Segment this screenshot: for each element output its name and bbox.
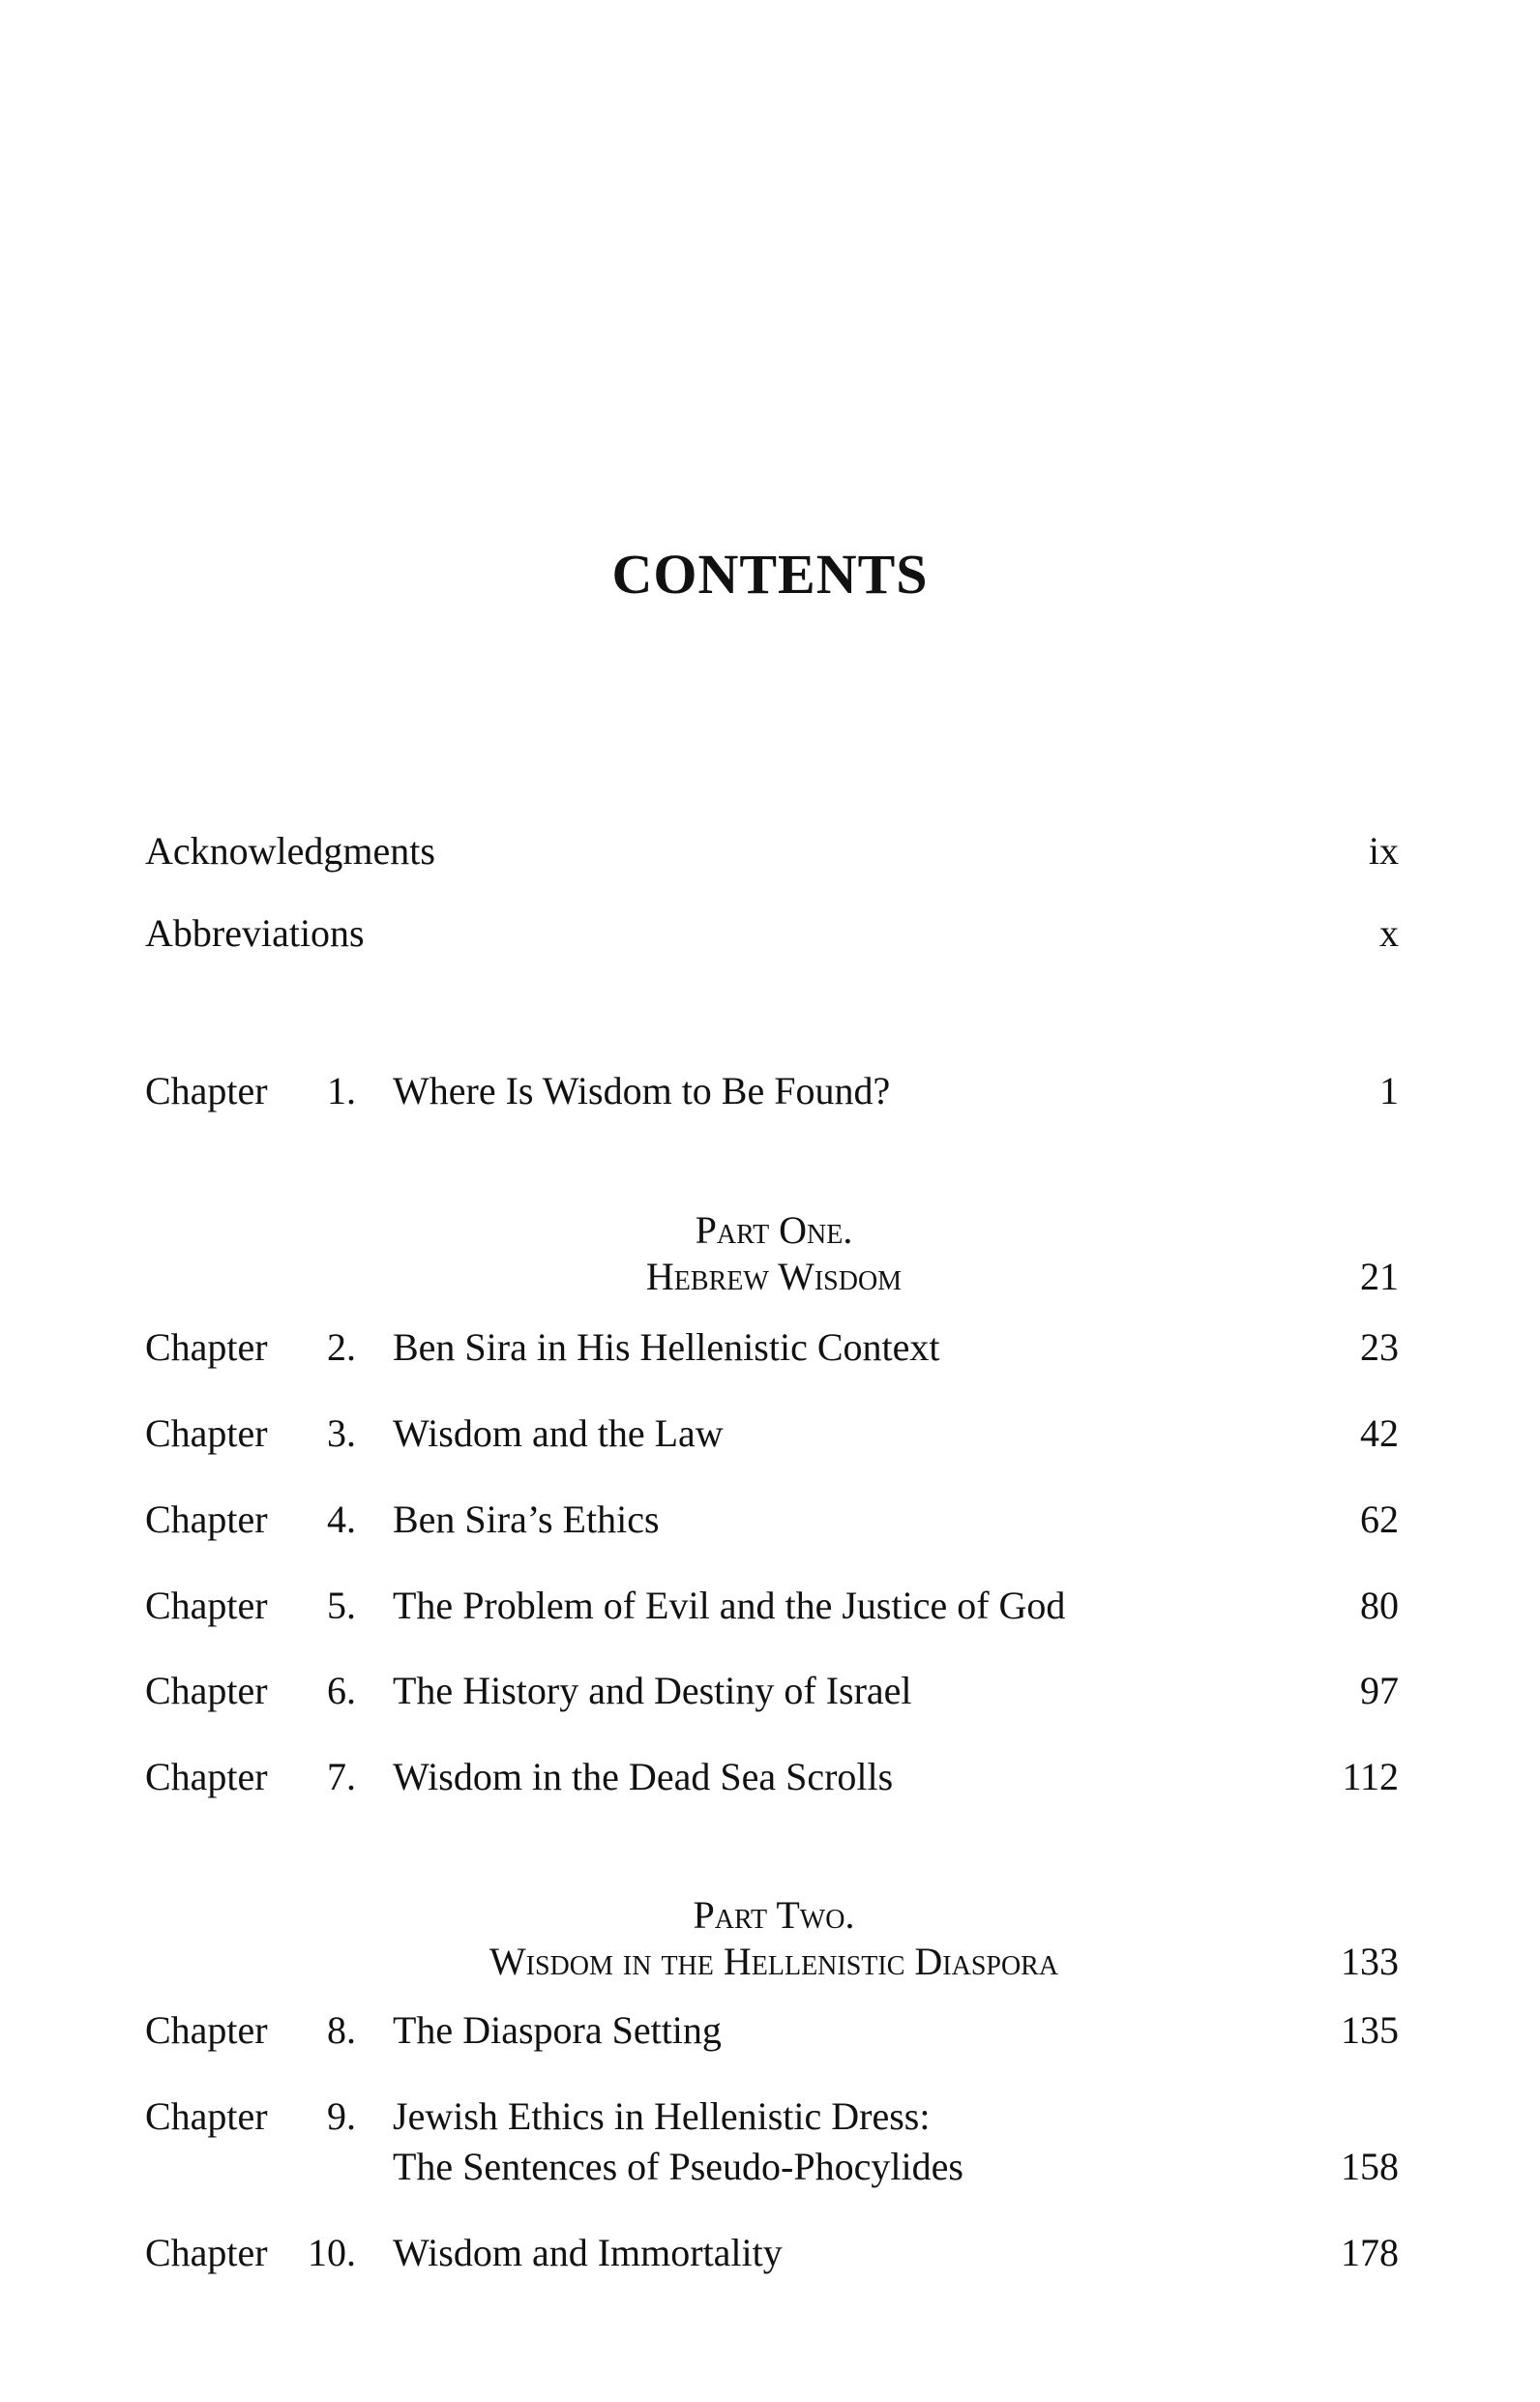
chapter-number: 7. <box>327 1755 356 1798</box>
chapter-word: Chapter <box>145 2008 268 2052</box>
chapter-page: 23 <box>1360 1325 1399 1369</box>
chapter-page: 1 <box>1379 1069 1399 1112</box>
chapter-number: 9. <box>327 2094 356 2138</box>
chapter-page: 62 <box>1360 1498 1399 1541</box>
chapter-page: 135 <box>1341 2008 1399 2052</box>
toc-chapter-6[interactable] <box>0 1662 1540 1720</box>
part-two-page: 133 <box>1341 1940 1399 1983</box>
toc-chapter-5[interactable] <box>0 1577 1540 1635</box>
chapter-word: Chapter <box>145 2231 268 2274</box>
toc-entry-label: Abbreviations <box>145 911 365 955</box>
part-one-page: 21 <box>1360 1255 1399 1298</box>
chapter-number: 4. <box>327 1498 356 1541</box>
chapter-word: Chapter <box>145 1498 268 1541</box>
chapter-title: The Problem of Evil and the Justice of God <box>393 1584 1066 1627</box>
chapter-title: Jewish Ethics in Hellenistic Dress: <box>393 2094 931 2138</box>
chapter-page: 97 <box>1360 1669 1399 1712</box>
chapter-word: Chapter <box>145 1325 268 1369</box>
toc-entry-page: ix <box>1368 829 1399 873</box>
toc-chapter-8[interactable] <box>0 2002 1540 2060</box>
chapter-number: 5. <box>327 1584 356 1627</box>
chapter-title: Ben Sira’s Ethics <box>393 1498 660 1541</box>
chapter-number: 10. <box>308 2231 356 2274</box>
chapter-title: Where Is Wisdom to Be Found? <box>393 1069 891 1112</box>
part-two-name: Wisdom in the Hellenistic Diaspora <box>489 1940 1059 1983</box>
chapter-number: 1. <box>327 1069 356 1112</box>
chapter-page: 178 <box>1341 2231 1399 2274</box>
toc-chapter-4[interactable] <box>0 1491 1540 1549</box>
toc-chapter-2[interactable] <box>0 1319 1540 1377</box>
toc-chapter-10[interactable] <box>0 2224 1540 2282</box>
chapter-title: Wisdom and Immortality <box>393 2231 783 2274</box>
chapter-page: 42 <box>1360 1411 1399 1455</box>
chapter-word: Chapter <box>145 1069 268 1112</box>
chapter-page: 112 <box>1342 1755 1399 1798</box>
toc-entry-page: x <box>1379 911 1399 955</box>
part-two-label: Part Two. <box>693 1893 855 1937</box>
toc-chapter-3[interactable] <box>0 1405 1540 1463</box>
chapter-title-line2: The Sentences of Pseudo-Phocylides <box>393 2145 963 2188</box>
chapter-number: 3. <box>327 1411 356 1455</box>
chapter-page: 80 <box>1360 1584 1399 1627</box>
part-one-name: Hebrew Wisdom <box>645 1255 903 1298</box>
chapter-word: Chapter <box>145 1411 268 1455</box>
toc-chapter-9[interactable] <box>0 2088 1540 2194</box>
chapter-title: Ben Sira in His Hellenistic Context <box>393 1325 940 1369</box>
chapter-title: The Diaspora Setting <box>393 2008 722 2052</box>
chapter-title: Wisdom and the Law <box>393 1411 724 1455</box>
chapter-number: 2. <box>327 1325 356 1369</box>
chapter-number: 8. <box>327 2008 356 2052</box>
chapter-title: Wisdom in the Dead Sea Scrolls <box>393 1755 894 1798</box>
chapter-word: Chapter <box>145 1584 268 1627</box>
chapter-word: Chapter <box>145 1755 268 1798</box>
chapter-word: Chapter <box>145 1669 268 1712</box>
page-title: CONTENTS <box>611 542 929 606</box>
toc-entry-acknowledgments[interactable] <box>0 822 1540 880</box>
part-one-label: Part One. <box>695 1208 853 1252</box>
toc-entry-label: Acknowledgments <box>145 829 435 873</box>
chapter-title: The History and Destiny of Israel <box>393 1669 912 1712</box>
toc-chapter-1[interactable] <box>0 1062 1540 1120</box>
chapter-word: Chapter <box>145 2094 268 2138</box>
chapter-number: 6. <box>327 1669 356 1712</box>
toc-entry-abbreviations[interactable] <box>0 904 1540 963</box>
toc-chapter-7[interactable] <box>0 1748 1540 1806</box>
chapter-page: 158 <box>1341 2145 1399 2188</box>
